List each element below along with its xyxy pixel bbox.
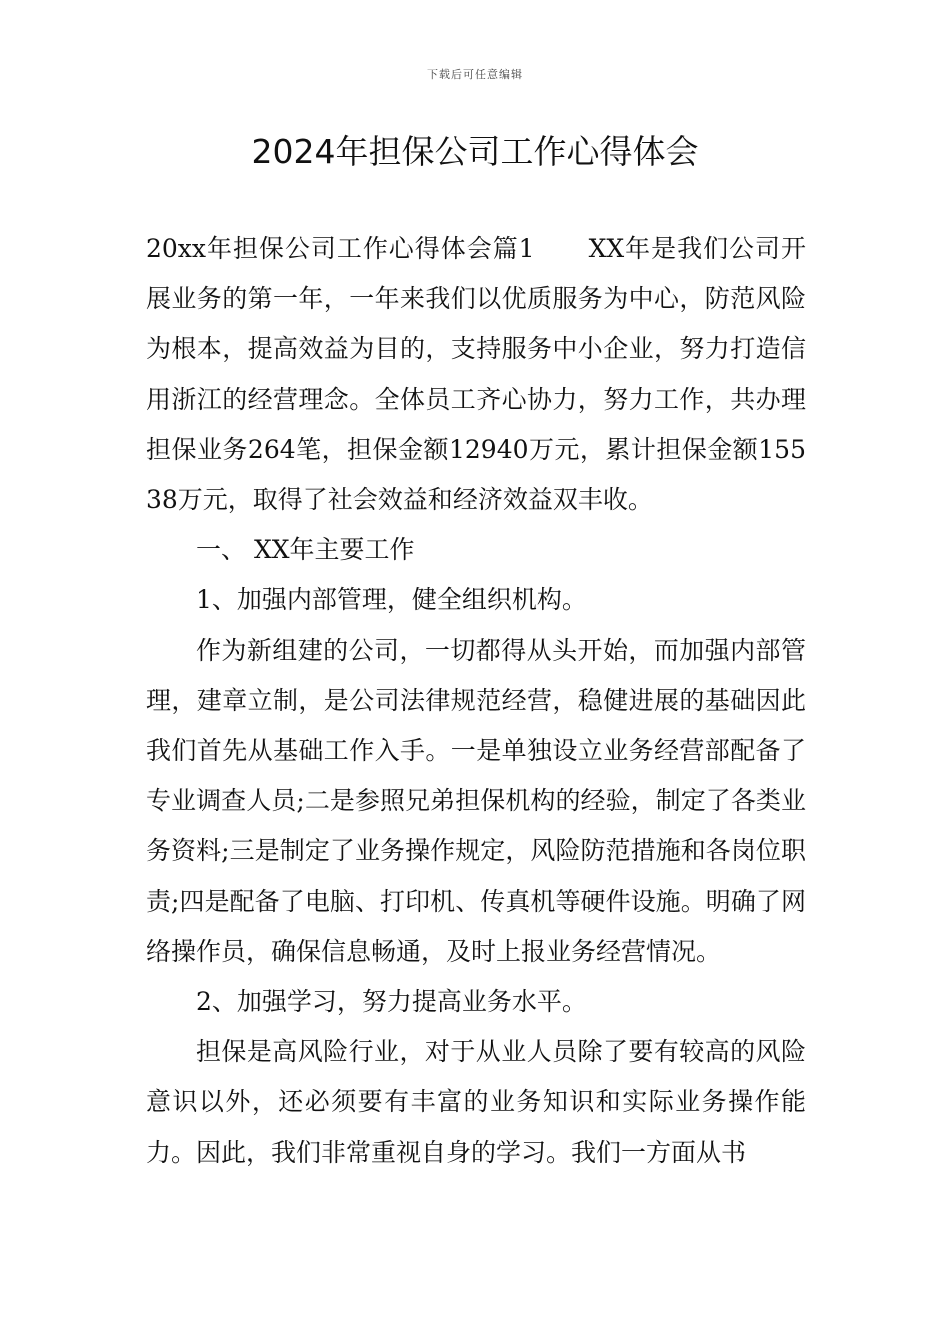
item-heading: 2、加强学习，努力提高业务水平。 xyxy=(196,987,587,1017)
item-paragraph: 作为新组建的公司，一切都得从头开始，而加强内部管理，建章立制，是公司法律规范经营，稳健进展的基础因此我们首先从基础工作入手。一是单独设立业务经营部配备了专业调查人员;二是参照兄弟担保机构的经验，制定了各类业务资料;三是制定了业务操作规定，风险防范措施和各岗位职责;四是配备了电脑、打印机、传真机等硬件设施。明确了网络操作员，确保信息畅通，及时上报业务经营情况。 xyxy=(146,635,806,966)
document-title: 2024年担保公司工作心得体会 xyxy=(251,132,699,171)
item-heading: 1、加强内部管理，健全组织机构。 xyxy=(196,585,587,615)
section-heading: 一、 XX年主要工作 xyxy=(196,535,415,565)
intro-paragraph xyxy=(146,224,806,525)
intro-heading: 20xx年担保公司工作心得体会篇1 xyxy=(146,234,535,263)
intro-text: XX年是我们公司开展业务的第一年，一年来我们以优质服务为中心，防范风险为根本，提高效益为目的，支持服务中小企业，努力打造信用浙江的经营理念。全体员工齐心协力，努力工作，共办理担保业务264笔，担保金额12940万元，累计担保金额15538万元，取得了社会效益和经济效益双丰收。 xyxy=(146,234,806,515)
header-note: 下载后可任意编辑 xyxy=(427,68,523,81)
item-paragraph: 担保是高风险行业，对于从业人员除了要有较高的风险意识以外，还必须要有丰富的业务知识和实际业务操作能力。因此，我们非常重视自身的学习。我们一方面从书 xyxy=(146,1037,806,1167)
document-body xyxy=(146,224,806,1178)
